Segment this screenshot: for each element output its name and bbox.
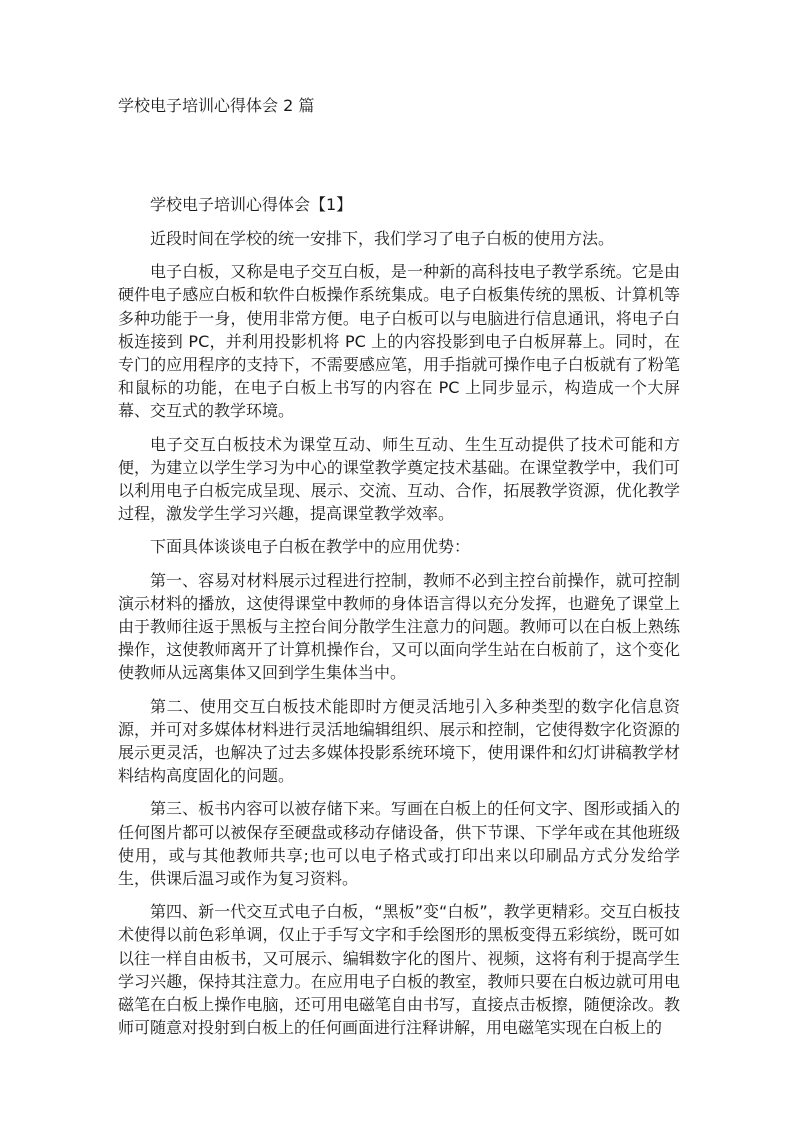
paragraph-advantage-2: 第二、使用交互白板技术能即时方便灵活地引入多种类型的数字化信息资源，并可对多媒体材料进行灵活地编辑组织、展示和控制，它使得数字化资源的展示更灵活，也解决了过去多媒体投影系统环境下，使用课件和幻灯讲稿教学材料结构高度固化的问题。 — [118, 696, 680, 786]
paragraph-advantage-3: 第三、板书内容可以被存储下来。写画在白板上的任何文字、图形或插入的任何图片都可以被保存至硬盘或移动存储设备，供下节课、下学年或在其他班级使用，或与其他教师共享;也可以电子格式或打印出来以印刷品方式分发给学生，供课后温习或作为复习资料。 — [118, 799, 680, 889]
paragraph-definition: 电子白板，又称是电子交互白板，是一种新的高科技电子教学系统。它是由硬件电子感应白板和软件白板操作系统集成。电子白板集传统的黑板、计算机等多种功能于一身，使用非常方便。电子白板可以与电脑进行信息通讯，将电子白板连接到 PC，并利用投影机将 PC 上的内容投影到电子白板屏幕上。同时，在专门的应用程序的支持下，不需要感应笔，用手指就可操作电子白板就有了粉笔和鼠标的功能，在电子白板上书写的内容在 PC 上同步显示，构造成一个大屏幕、交互式的教学环境。 — [118, 262, 680, 421]
paragraph-advantages-intro: 下面具体谈谈电子白板在教学中的应用优势： — [150, 537, 471, 557]
document-body — [118, 193, 680, 1050]
paragraph-intro: 近段时间在学校的统一安排下，我们学习了电子白板的使用方法。 — [150, 229, 615, 248]
document-title: 学校电子培训心得体会 2 篇 — [118, 96, 315, 115]
paragraph-advantage-1: 第一、容易对材料展示过程进行控制，教师不必到主控台前操作，就可控制演示材料的播放，这使得课堂中教师的身体语言得以充分发挥，也避免了课堂上由于教师往返于黑板与主控台间分散学生注意力的问题。教师可以在白板上熟练操作，这使教师离开了计算机操作台，又可以面向学生站在白板前了，这个变化使教师从远离集体又回到学生集体当中。 — [118, 570, 680, 683]
section-heading: 学校电子培训心得体会【1】 — [150, 195, 353, 214]
paragraph-advantage-4: 第四、新一代交互式电子白板，“黑板”变“白板”，教学更精彩。交互白板技术使得以前色彩单调，仅止于手写文字和手绘图形的黑板变得五彩缤纷，既可如以往一样自由板书，又可展示、编辑数字化的图片、视频，这将有利于提高学生学习兴趣，保持其注意力。在应用电子白板的教室，教师只要在白板边就可用电磁笔在白板上操作电脑，还可用电磁笔自由书写，直接点击板擦，随便涂改。教师可随意对投射到白板上的任何画面进行注释讲解，用电磁笔实现在白板上的 — [118, 902, 680, 1038]
paragraph-interaction: 电子交互白板技术为课堂互动、师生互动、生生互动提供了技术可能和方便，为建立以学生学习为中心的课堂教学奠定技术基础。在课堂教学中，我们可以利用电子白板完成呈现、展示、交流、互动、合作，拓展教学资源，优化教学过程，激发学生学习兴趣，提高课堂教学效率。 — [118, 434, 680, 524]
